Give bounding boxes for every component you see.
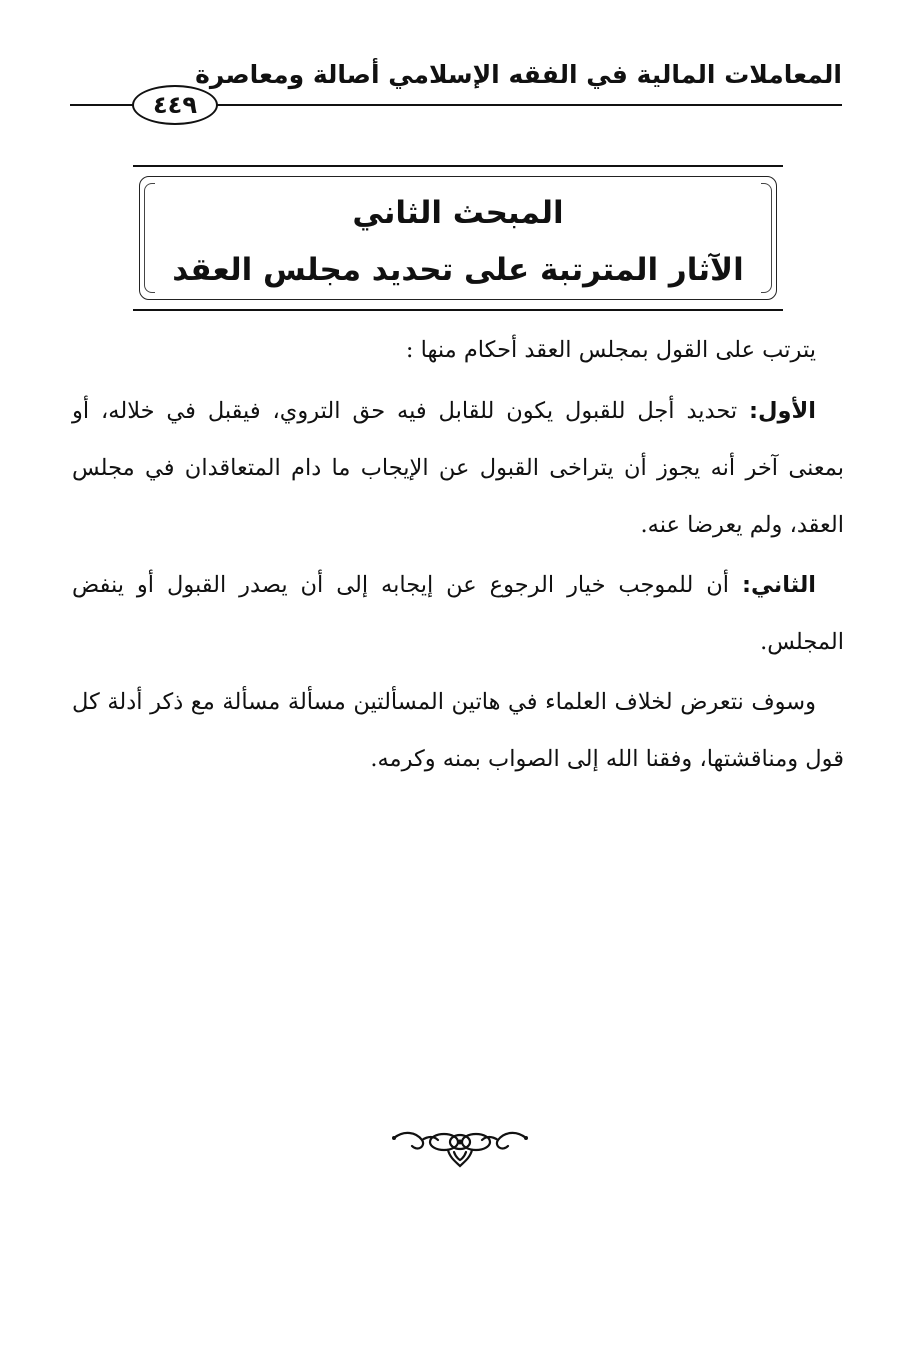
page-number: ٤٤٩ — [132, 85, 218, 125]
first-effect-label: الأول: — [749, 398, 816, 424]
second-effect-text: أن للموجب خيار الرجوع عن إيجابه إلى أن يصدر القبول أو ينفض المجلس. — [72, 572, 844, 655]
section-subtitle: الآثار المترتبة على تحديد مجلس العقد — [172, 252, 744, 288]
section-title-frame — [133, 165, 783, 311]
second-effect-paragraph — [72, 557, 844, 671]
flourish-ornament-icon — [388, 1122, 532, 1170]
second-effect-label: الثاني: — [741, 572, 816, 598]
body-text — [72, 322, 844, 791]
page-header — [70, 58, 842, 128]
section-title-inner-frame — [139, 176, 777, 300]
first-effect-text: تحديد أجل للقبول يكون للقابل فيه حق التروي، فيقبل في خلاله، أو بمعنى آخر أنه يجوز أن يتراخى القبول عن الإيجاب ما دام المتعاقدان في مجلس العقد، ولم يعرضا عنه. — [72, 398, 844, 538]
first-effect-paragraph — [72, 383, 844, 554]
intro-paragraph: يترتب على القول بمجلس العقد أحكام منها : — [405, 337, 816, 363]
section-title: المبحث الثاني — [352, 195, 564, 231]
closing-paragraph: وسوف نتعرض لخلاف العلماء في هاتين المسألتين مسألة مسألة مع ذكر أدلة كل قول ومناقشتها، وفقنا الله إلى الصواب بمنه وكرمه. — [72, 689, 844, 772]
running-title: المعاملات المالية في الفقه الإسلامي أصالة ومعاصرة — [195, 60, 842, 89]
